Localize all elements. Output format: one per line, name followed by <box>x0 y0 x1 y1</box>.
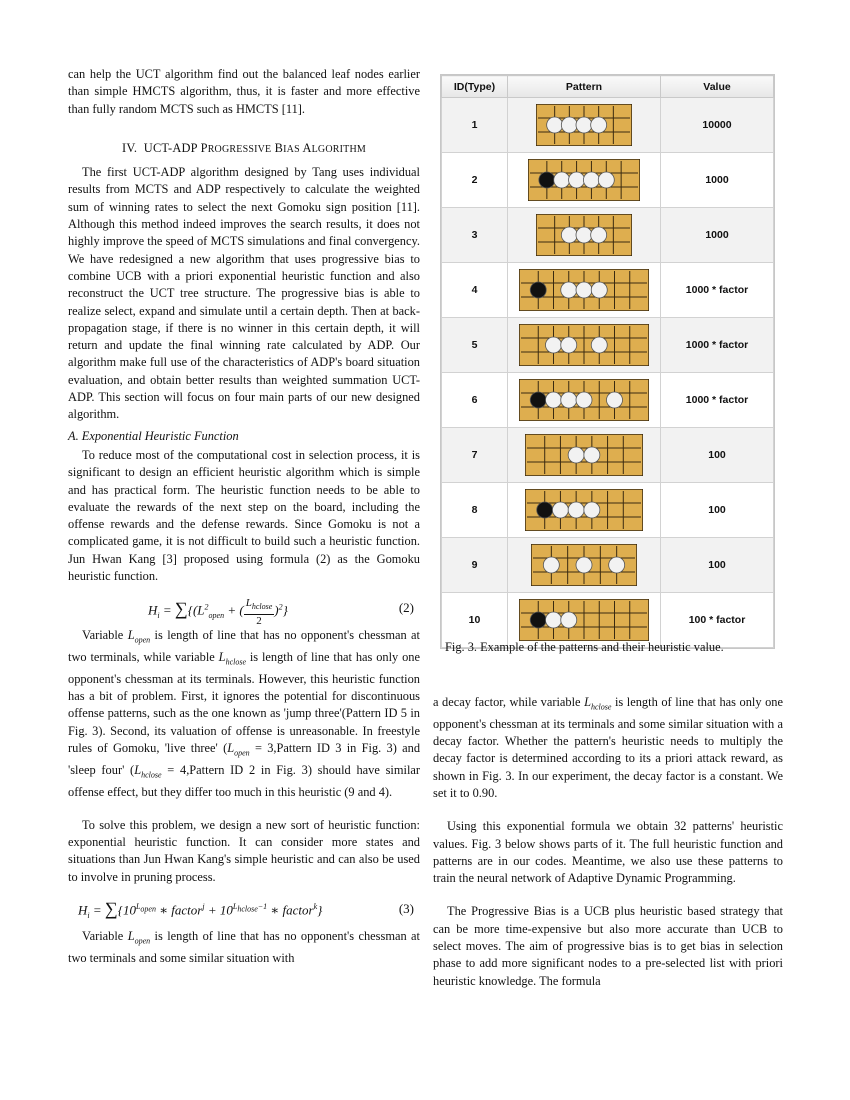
black-stone <box>530 282 546 298</box>
pattern-id: 4 <box>442 263 508 318</box>
white-stone <box>543 557 559 573</box>
pattern-row <box>442 428 774 483</box>
white-stone <box>591 117 607 133</box>
white-stone <box>584 447 600 463</box>
pattern-value: 1000 * factor <box>661 318 774 373</box>
white-stone <box>583 172 599 188</box>
white-stone <box>561 612 577 628</box>
equation-2 <box>68 591 420 627</box>
subsection-heading-a: A. Exponential Heuristic Function <box>68 428 239 443</box>
pattern-id: 3 <box>442 208 508 263</box>
white-stone <box>591 337 607 353</box>
paragraph-32-patterns: Using this exponential formula we obtain 32 patterns' heuristic values. Fig. 3 below shows parts of it. The full heuristic function and patterns are in our codes. Meantime, we also use these patterns to train the neural network of Adaptive Dynamic Programming. <box>433 819 783 886</box>
paragraph-uct-adp: The first UCT-ADP algorithm designed by Tang uses individual results from MCTS and ADP respectively to calculate the weighted sum of winning rates to select the next Gomoku sign position [11]. Although this method indeed improves the search results, it does not highly improve the speed of MCTS simulations and final convergency. We have redesigned a new algorithm that uses progressive bias to combine UCB with a priori exponential heuristic function and also reconstruct the UCT tree structure. The progressive bias is able to realize select, expand and simulate until a certain depth. Then at back-propagation stage, if there is no winner in this certain depth, it will return and update the final winning rate calculated by ADP. Our algorithm make full use of the characteristics of ADP's board situation evaluation, and obtain better results than weighted summation UCT-ADP. This section will focus on four main parts of our new designed algorithm. <box>68 165 420 422</box>
header-pattern: Pattern <box>508 76 661 98</box>
pattern-board-cell <box>508 153 661 208</box>
gomoku-board <box>528 159 640 201</box>
black-stone <box>539 172 555 188</box>
pattern-row <box>442 208 774 263</box>
white-stone <box>546 612 562 628</box>
pattern-value: 100 <box>661 538 774 593</box>
pattern-board-cell <box>508 483 661 538</box>
pattern-board-cell <box>508 208 661 263</box>
equation-3-expression: $H_i = \sum\{10^{L_{open}}$ ∗ factor$^j$ + $10^{L_{hclose}-1}$ ∗ factor$^k$} <box>78 898 323 920</box>
pattern-value: 1000 * factor <box>661 373 774 428</box>
pattern-row <box>442 538 774 593</box>
gomoku-board <box>519 599 649 641</box>
white-stone <box>591 282 607 298</box>
paragraph-progressive-bias: The Progressive Bias is a UCB plus heuristic based strategy that can be more time-expensive but also more accurate than UCB to select moves. The aim of progressive bias is to get bias in selection phase to add more significant nodes to a pre-selected list with priori heuristic knowledge. The formula <box>433 904 783 988</box>
black-stone <box>530 612 546 628</box>
header-id: ID(Type) <box>442 76 508 98</box>
paragraph-decay-factor: a decay factor, while variable $L_{hclose}$ is length of line that has only one opponent's chessman at its terminals and some similar situation with a decay factor. Whether the pattern's heuristic needs to multiply the decay factor is determined according to its a priori attack reward, as shown in Fig. 3. In our experiment, the decay factor is a constant. We set it to 0.90. <box>433 695 783 800</box>
white-stone <box>568 447 584 463</box>
paragraph-intro-continued: can help the UCT algorithm find out the balanced leaf nodes earlier than simple HMCTS algorithm, thus, it is faster and more effective than fully random MCTS such as HMCTS [11]. <box>68 67 420 116</box>
pattern-row <box>442 153 774 208</box>
paragraph-variables: Variable $L_{open}$ is length of line that has no opponent's chessman at two terminals, while variable $L_{hclose}$ is length of line that has only one opponent's chessman at its terminals. However, this heuristic function has a bit of problem. First, it ignores the potential for discontinuous offense patterns, such as the one known as 'jump three'(Pattern ID 5 in Fig. 3). Second, its valuation of offense is unreasonable. In freestyle rules of Gomoku, 'live three' ($L_{open}$ = 3,Pattern ID 3 in Fig. 3) and 'sleep four' ($L_{hclose}$ = 4,Pattern ID 2 in Fig. 3) should have similar offense effect, but they differ too much in this heuristic (9 and 4). <box>68 628 421 799</box>
gomoku-board <box>519 269 649 311</box>
gomoku-board <box>536 104 632 146</box>
pattern-value: 1000 <box>661 153 774 208</box>
equation-3-number: (3) <box>398 901 414 917</box>
paragraph-heuristic-intro: To reduce most of the computational cost in selection process, it is significant to design an efficient heuristic algorithm which is simple and has practical form. The heuristic function needs to be able to evaluate the rewards of the next step on the board, including the offense rewards and the defense rewards. Since Gomoku is not a complicated game, it is not difficult to build such a heuristic function. Jun Hwan Kang [3] proposed using formula (2) as the Gomoku heuristic function. <box>68 447 420 584</box>
section-heading-iv: IV. UCT-ADP PROGRESSIVE BIAS ALGORITHM <box>122 140 366 155</box>
white-stone <box>598 172 614 188</box>
white-stone <box>609 557 625 573</box>
gomoku-board <box>531 544 637 586</box>
pattern-value: 100 <box>661 483 774 538</box>
pattern-value: 1000 <box>661 208 774 263</box>
white-stone <box>569 172 585 188</box>
white-stone <box>576 557 592 573</box>
white-stone <box>561 337 577 353</box>
black-stone <box>530 392 546 408</box>
pattern-value: 100 <box>661 428 774 483</box>
white-stone <box>561 282 577 298</box>
white-stone <box>576 282 592 298</box>
paragraph-exponential-intro: To solve this problem, we design a new sort of heuristic function: exponential heuristic function. It can consider more states and situations than Jun Hwan Kang's simple heuristic and can also be used to involve in pruning process. <box>68 817 420 884</box>
white-stone <box>546 337 562 353</box>
white-stone <box>561 392 577 408</box>
pattern-row <box>442 98 774 153</box>
pattern-board-cell <box>508 538 661 593</box>
pattern-id: 8 <box>442 483 508 538</box>
white-stone <box>554 172 570 188</box>
pattern-value: 1000 * factor <box>661 263 774 318</box>
gomoku-board <box>525 434 643 476</box>
left-column <box>68 66 420 967</box>
white-stone <box>584 502 600 518</box>
white-stone <box>607 392 623 408</box>
white-stone <box>576 392 592 408</box>
right-column <box>433 694 783 990</box>
pattern-value: 100 * factor <box>661 593 774 648</box>
pattern-id: 2 <box>442 153 508 208</box>
pattern-id: 9 <box>442 538 508 593</box>
white-stone <box>576 117 592 133</box>
paragraph-variable-lopen: Variable $L_{open}$ is length of line that has no opponent's chessman at two terminals and some similar situation with <box>68 929 420 965</box>
pattern-id: 10 <box>442 593 508 648</box>
equation-2-expression: $H_i = \sum\{(L^2_{open}$ + ( $\frac{L_{hclose}}{2}$ )$^2$} <box>148 597 288 627</box>
white-stone <box>576 227 592 243</box>
pattern-row <box>442 373 774 428</box>
white-stone <box>561 117 577 133</box>
white-stone <box>591 227 607 243</box>
pattern-row <box>442 318 774 373</box>
gomoku-board <box>519 324 649 366</box>
equation-3 <box>68 892 420 924</box>
pattern-board-cell <box>508 428 661 483</box>
pattern-board-cell <box>508 373 661 428</box>
pattern-id: 6 <box>442 373 508 428</box>
pattern-board-cell <box>508 318 661 373</box>
white-stone <box>546 392 562 408</box>
pattern-board-cell <box>508 263 661 318</box>
white-stone <box>561 227 577 243</box>
black-stone <box>537 502 553 518</box>
figure-3-caption: Fig. 3. Example of the patterns and their heuristic value. <box>445 640 724 654</box>
white-stone <box>568 502 584 518</box>
gomoku-board <box>525 489 643 531</box>
pattern-id: 7 <box>442 428 508 483</box>
white-stone <box>547 117 563 133</box>
pattern-id: 1 <box>442 98 508 153</box>
pattern-row <box>442 263 774 318</box>
pattern-id: 5 <box>442 318 508 373</box>
gomoku-board <box>519 379 649 421</box>
equation-2-number: (2) <box>398 600 414 616</box>
pattern-board-cell <box>508 98 661 153</box>
pattern-row <box>442 483 774 538</box>
figure-3-table <box>440 74 775 649</box>
gomoku-board <box>536 214 632 256</box>
pattern-value: 10000 <box>661 98 774 153</box>
header-value: Value <box>661 76 774 98</box>
white-stone <box>552 502 568 518</box>
